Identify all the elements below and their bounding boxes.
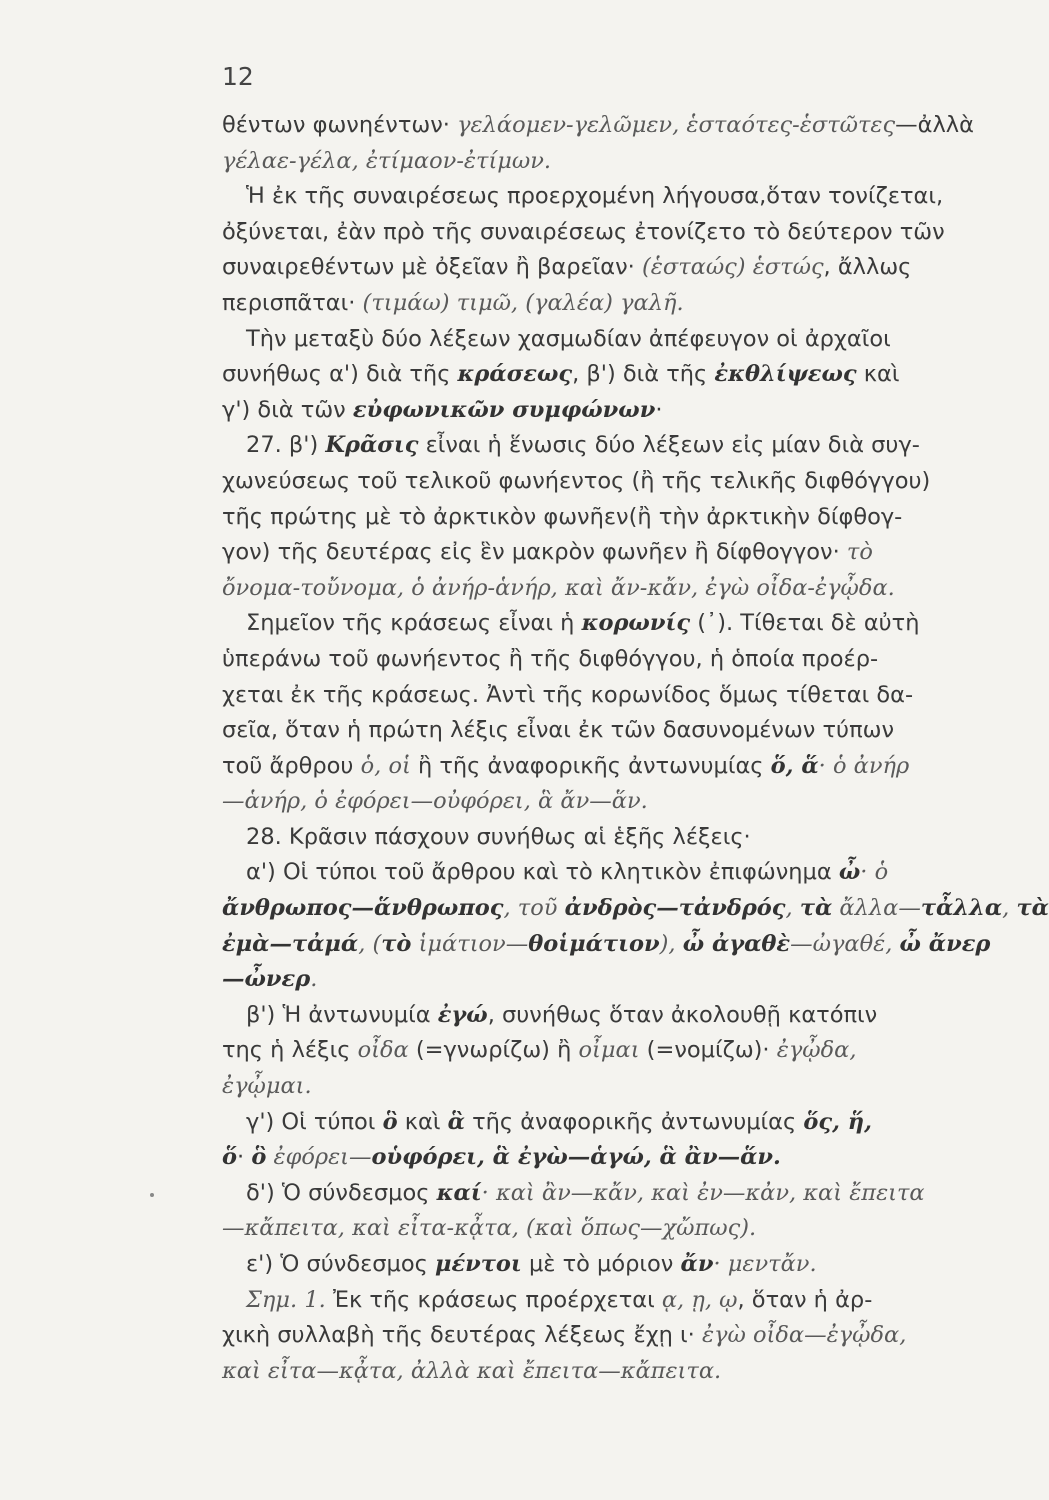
emphasis-text: —ὦνερ: [222, 966, 311, 993]
example-text: ἐγὼ οἶδα—ἐγᾦδα,: [701, 1322, 907, 1349]
example-text: ),: [659, 930, 683, 957]
text-line: [222, 1140, 962, 1176]
example-text: ἄλλα—: [832, 895, 921, 922]
body-text: καὶ: [856, 361, 900, 388]
body-text: —ἀλλὰ: [895, 112, 974, 138]
emphasis-text: ὅ, ἅ: [770, 752, 819, 779]
example-text: οἶμαι: [578, 1037, 640, 1064]
emphasis-text: κράσεως: [457, 361, 573, 388]
emphasis-text: ὦ ἀγαθὲ: [682, 930, 791, 957]
emphasis-text: ἀνδρὸς—τἀνδρός: [564, 895, 786, 922]
example-text: ἐφόρει—: [266, 1144, 372, 1171]
body-text: συνήθως α') διὰ τῆς: [222, 361, 458, 388]
emphasis-text: ὃ: [251, 1144, 267, 1171]
text-line: [222, 678, 962, 714]
example-text: , τοῦ: [503, 895, 565, 922]
text-line: [222, 927, 991, 963]
text-line: [222, 1069, 962, 1105]
text-line: [222, 357, 962, 393]
example-text: ,: [1002, 895, 1017, 922]
body-text: , ὅταν ἡ ἀρ-: [737, 1286, 873, 1313]
emphasis-text: ἄν: [680, 1251, 714, 1277]
body-text: , ἄλλως: [823, 254, 912, 281]
text-line: [222, 1283, 962, 1319]
example-text: (ἑσταώς) ἑστώς: [641, 254, 824, 281]
body-text: καὶ: [397, 1108, 448, 1135]
text-line: [222, 1354, 962, 1390]
body-text: β') Ἡ ἀντωνυμία: [246, 1001, 438, 1028]
text-line: [222, 962, 962, 998]
print-speck: [150, 1193, 154, 1197]
text-line: [222, 179, 962, 215]
body-text: (=νομίζω)·: [639, 1037, 777, 1064]
example-text: —ἁνήρ, ὁ ἐφόρει—οὐφόρει, ἃ ἄν—ἅν.: [222, 788, 648, 815]
text-line: [222, 784, 962, 820]
example-text: ὁ, οἱ: [360, 752, 411, 779]
emphasis-text: ὦ: [838, 859, 861, 886]
example-text: γελάομεν-γελῶμεν, ἑσταότες-ἑστῶτες: [457, 112, 896, 138]
text-line: [222, 891, 1049, 927]
example-text: —κἄπειτα, καὶ εἶτα-κᾆτα, (καὶ ὅπως—χὤπως).: [222, 1215, 757, 1242]
body-text: της ἡ λέξις: [222, 1037, 358, 1064]
emphasis-text: καί: [436, 1179, 482, 1206]
body-text: γον) τῆς δευτέρας εἰς ἓν μακρὸν φωνῆεν ἢ δίφθογγον·: [222, 539, 847, 566]
body-text: ὀξύνεται, ἐὰν πρὸ τῆς συναιρέσεως ἐτονίζετο τὸ δεύτερον τῶν: [222, 218, 945, 245]
text-line: [222, 322, 962, 358]
emphasis-text: θοἱμάτιον: [528, 930, 660, 957]
text-line: [222, 713, 962, 749]
body-text: α') Οἱ τύποι τοῦ ἄρθρου καὶ τὸ κλητικὸν ἐπιφώνημα: [246, 859, 839, 886]
example-text: Σημ. 1.: [246, 1286, 326, 1313]
text-line: [222, 500, 962, 536]
body-text: χωνεύσεως τοῦ τελικοῦ φωνήεντος (ἢ τῆς τελικῆς διφθόγγου): [222, 467, 931, 494]
body-text: τῆς πρώτης μὲ τὸ ἀρκτικὸν φωνῆεν(ἢ τὴν ἀρκτικὴν δίφθογ-: [222, 503, 903, 530]
emphasis-text: κορωνίς: [581, 610, 691, 637]
emphasis-text: Κρᾶσις: [325, 432, 419, 459]
body-text: γ') Οἱ τύποι: [246, 1108, 383, 1135]
example-text: · ὁ: [860, 859, 889, 886]
text-line: [222, 998, 962, 1034]
body-text: περισπᾶται·: [222, 289, 363, 316]
example-text: καὶ εἶτα—κᾆτα, ἀλλὰ καὶ ἔπειτα—κἄπειτα.: [222, 1357, 722, 1384]
page-number: 12: [222, 62, 254, 91]
example-text: ὄνομα-τοὔνομα, ὁ ἀνήρ-ἁνήρ, καὶ ἄν-κἄν, ἐγὼ οἶδα-ἐγᾦδα.: [222, 574, 895, 601]
body-text: (=γνωρίζω) ἢ: [408, 1037, 579, 1064]
text-line: [222, 215, 962, 251]
emphasis-text: ὦ ἄνερ: [899, 930, 991, 957]
body-text: τοῦ ἄρθρου: [222, 752, 361, 779]
emphasis-text: τὸ: [381, 930, 412, 957]
text-line: [222, 250, 962, 286]
text-line: [222, 606, 962, 642]
text-line: [222, 393, 962, 429]
text-line: [222, 1318, 962, 1354]
page-body: [222, 108, 1049, 1389]
example-text: (τιμάω) τιμῶ, (γαλέα) γαλῆ.: [362, 289, 684, 316]
example-text: ἐγᾦμαι.: [222, 1073, 312, 1100]
example-text: · ὁ ἀνήρ: [818, 752, 910, 779]
text-line: [222, 1033, 962, 1069]
example-text: ἐγᾦδα,: [776, 1037, 857, 1064]
body-text: ὑπεράνω τοῦ φωνήεντος ἢ τῆς διφθόγγου, ἡ ὁποία προέρ-: [222, 645, 879, 672]
text-line: [222, 108, 974, 144]
text-line: [222, 820, 962, 856]
body-text: σεῖα, ὅταν ἡ πρώτη λέξις εἶναι ἐκ τῶν δασυνομένων τύπων: [222, 717, 895, 744]
body-text: τῆς ἀναφορικῆς ἀντωνυμίας: [464, 1108, 804, 1135]
text-line: [222, 535, 962, 571]
text-line: [222, 428, 962, 464]
example-text: · καὶ ἂν—κἄν, καὶ ἐν—κἀν, καὶ ἔπειτα: [481, 1179, 925, 1206]
text-line: [222, 1247, 962, 1283]
example-text: · μεντἄν.: [713, 1251, 817, 1277]
emphasis-text: ἐμὰ—τἀμά: [222, 930, 359, 957]
emphasis-text: μέντοι: [435, 1251, 522, 1277]
text-line: [222, 144, 962, 180]
example-text: οἶδα: [357, 1037, 409, 1064]
emphasis-text: ὅ: [222, 1144, 238, 1171]
text-line: [222, 855, 962, 891]
example-text: τὸ: [846, 539, 873, 566]
body-text: Σημεῖον τῆς κράσεως εἶναι ἡ: [246, 610, 582, 637]
emphasis-text: ἃ: [447, 1108, 465, 1135]
emphasis-text: ἐκθλίψεως: [714, 361, 857, 388]
emphasis-text: τἆλλα: [920, 895, 1003, 922]
body-text: ε') Ὁ σύνδεσμος: [246, 1251, 435, 1277]
body-text: Τὴν μεταξὺ δύο λέξεων χασμωδίαν ἀπέφευγον οἱ ἀρχαῖοι: [246, 325, 891, 352]
body-text: , συνήθως ὅταν ἀκολουθῇ κατόπιν: [487, 1001, 878, 1028]
emphasis-text: οὑφόρει, ἃ ἐγὼ—ἁγώ, ἃ ἂν—ἅν.: [371, 1144, 781, 1171]
example-text: .: [310, 966, 318, 993]
emphasis-text: τὰ: [799, 895, 833, 922]
text-line: [222, 749, 962, 785]
text-line: [222, 1211, 962, 1247]
emphasis-text: εὐφωνικῶν συμφώνων: [352, 396, 656, 423]
text-line: [222, 1105, 962, 1141]
example-text: —ὠγαθέ,: [790, 930, 900, 957]
example-text: ᾳ, ῃ, ῳ: [661, 1286, 738, 1313]
body-text: ἢ τῆς ἀναφορικῆς ἀντωνυμίας: [410, 752, 771, 779]
body-text: 28. Κρᾶσιν πάσχουν συνήθως αἱ ἑξῆς λέξεις·: [246, 823, 751, 850]
example-text: , (: [358, 930, 382, 957]
text-line: [222, 286, 962, 322]
example-text: ἱμάτιον—: [411, 930, 529, 957]
text-line: [222, 464, 962, 500]
body-text: μὲ τὸ μόριον: [521, 1251, 681, 1277]
body-text: συναιρεθέντων μὲ ὀξεῖαν ἢ βαρεῖαν·: [222, 254, 642, 281]
emphasis-text: ὃ: [382, 1108, 398, 1135]
body-text: , β') διὰ τῆς: [572, 361, 715, 388]
body-text: Ἐκ τῆς κράσεως προέρχεται: [325, 1286, 662, 1313]
text-line: [222, 1176, 962, 1212]
body-text: 27. β'): [246, 432, 326, 459]
emphasis-text: ἄνθρωπος—ἅνθρωπος: [222, 895, 504, 922]
body-text: δ') Ὁ σύνδεσμος: [246, 1179, 437, 1206]
body-text: γ') διὰ τῶν: [222, 396, 353, 423]
emphasis-text: ἐγώ: [437, 1001, 488, 1028]
emphasis-text: τὰ: [1016, 895, 1049, 922]
example-text: γέλαε-γέλα, ἐτίμαον-ἐτίμων.: [222, 147, 552, 174]
text-line: [222, 571, 962, 607]
body-text: (᾿). Τίθεται δὲ αὐτὴ: [690, 610, 920, 637]
example-text: ,: [785, 895, 800, 922]
body-text: Ἡ ἐκ τῆς συναιρέσεως προερχομένη λήγουσα,ὅταν τονίζεται,: [246, 183, 944, 210]
body-text: εἶναι ἡ ἕνωσις δύο λέξεων εἰς μίαν διὰ συγ-: [418, 432, 920, 459]
emphasis-text: ὅς, ἥ,: [803, 1108, 872, 1135]
body-text: ·: [237, 1144, 252, 1171]
body-text: χικὴ συλλαβὴ τῆς δευτέρας λέξεως ἔχῃ ι·: [222, 1322, 702, 1349]
body-text: χεται ἐκ τῆς κράσεως. Ἀντὶ τῆς κορωνίδος ὅμως τίθεται δα-: [222, 681, 914, 708]
text-line: [222, 642, 962, 678]
body-text: θέντων φωνηέντων·: [222, 112, 458, 138]
body-text: ·: [655, 396, 663, 423]
